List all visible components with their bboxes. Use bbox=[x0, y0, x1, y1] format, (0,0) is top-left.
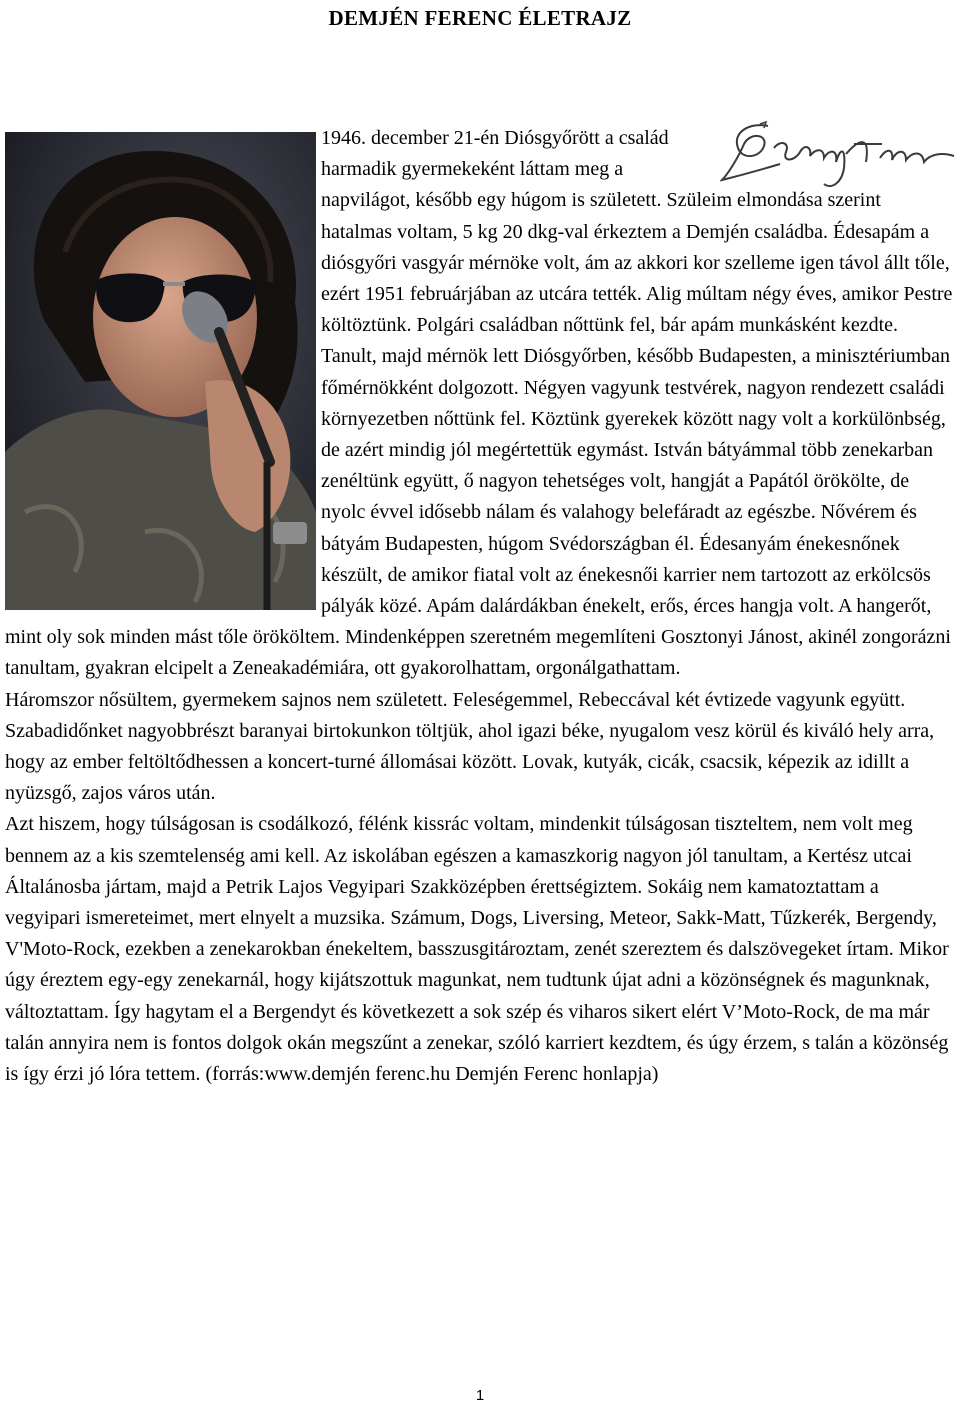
biography-body bbox=[5, 123, 953, 1090]
paragraph-family-life: Háromszor nősültem, gyermekem sajnos nem született. Feleségemmel, Rebeccával két évtizede vagyunk együtt. Szabadidőnket nagyobbrészt baranyai birtokunkon töltjük, ahol igazi béke, nyugalom vesz körül és kiváló hely arra, hogy az ember feltöltődhessen a koncert-turné állomásai között. Lovak, kutyák, cicák, csacsik, képezik az idillt a nyüzsgő, zajos város után. bbox=[5, 688, 935, 805]
paragraph-career: Azt hiszem, hogy túlságosan is csodálkozó, félénk kissrác voltam, mindenkit túlságosan tiszteltem, nem volt meg bennem az a kis szemtelenség ami kell. Az iskolában egészen a kamaszkorig nagyon jól tanultam, a Kertész utcai Általánosba jártam, majd a Petrik Lajos Vegyipari Szakközépben érettségiztem. Sokáig nem kamatoztattam a vegyipari ismereteimet, mert elnyelt a muzsika. Számum, Dogs, Liversing, Meteor, Sakk-Matt, Tűzkerék, Bergendy, V'Moto-Rock, ezekben a zenekarokban énekeltem, basszusgitároztam, zenét szereztem és dalszövegeket írtam. Mikor úgy éreztem egy-egy zenekarnál, hogy kijátszottuk magunkat, nem tudtunk újat adni a közönségnek és magunknak, változtattam. Így hagytam el a Bergendyt és következett a sok szép és viharos sikert elért V’Moto-Rock, de ma már talán annyira nem is fontos dolgok okán megszűnt a zenekar, szóló karriert kezdtem, és úgy érzem, s talán a közönség is így érzi jó lóra tettem. (forrás:www.demjén ferenc.hu Demjén Ferenc honlapja) bbox=[5, 813, 949, 1086]
page-title: DEMJÉN FERENC ÉLETRAJZ bbox=[328, 6, 632, 30]
page-number: 1 bbox=[475, 1387, 485, 1404]
photo-spacer bbox=[5, 123, 321, 610]
paragraph-childhood: 1946. december 21-én Diósgyőrött a család harmadik gyermekeként láttam meg a napvilágot, később egy húgom is született. Szüleim elmondása szerint hatalmas voltam, 5 kg 20 dkg-val érkeztem a Demjén családba. Édesapám a diósgyőri vasgyár mérnöke volt, ám az akkori kor szelleme igen távol állt tőle, ezért 1951 februárjában az utcára tették. Alig múltam négy éves, amikor Pestre költöztünk. Polgári családban nőttünk fel, bár apám munkásként kezdte. Tanult, majd mérnök lett Diósgyőrben, később Budapesten, a minisztériumban főmérnökként dolgozott. Négyen vagyunk testvérek, nagyon rendezett családi környezetben nőttünk fel. Köztünk gyerekek között nagy volt a korkülönbség, de azért mindig jól megértettük egymást. István bátyámmal több zenekarban zenéltünk együtt, ő nagyon tehetséges volt, hangját a Papától örökölte, de nyolc évvel idősebb nálam és valahogy belefáradt az egészbe. Nővérem és bátyám Budapesten, húgom Svédországban él. Édesanyám énekesnőnek készült, de amikor fiatal volt az énekesnői karrier nem tartozott az erkölcsös pályák közé. Apám dalárdákban énekelt, erős, érces hangja volt. A hangerőt, mint oly sok minden mást tőle örököltem. Mindenképpen szeretném megemlíteni Gosztonyi Jánost, akinél zongorázni tanultam, gyakran elcipelt a Zeneakadémiára, ott gyakorolhattam, orgonálgathattam. bbox=[5, 127, 953, 680]
signature-spacer bbox=[715, 123, 953, 185]
